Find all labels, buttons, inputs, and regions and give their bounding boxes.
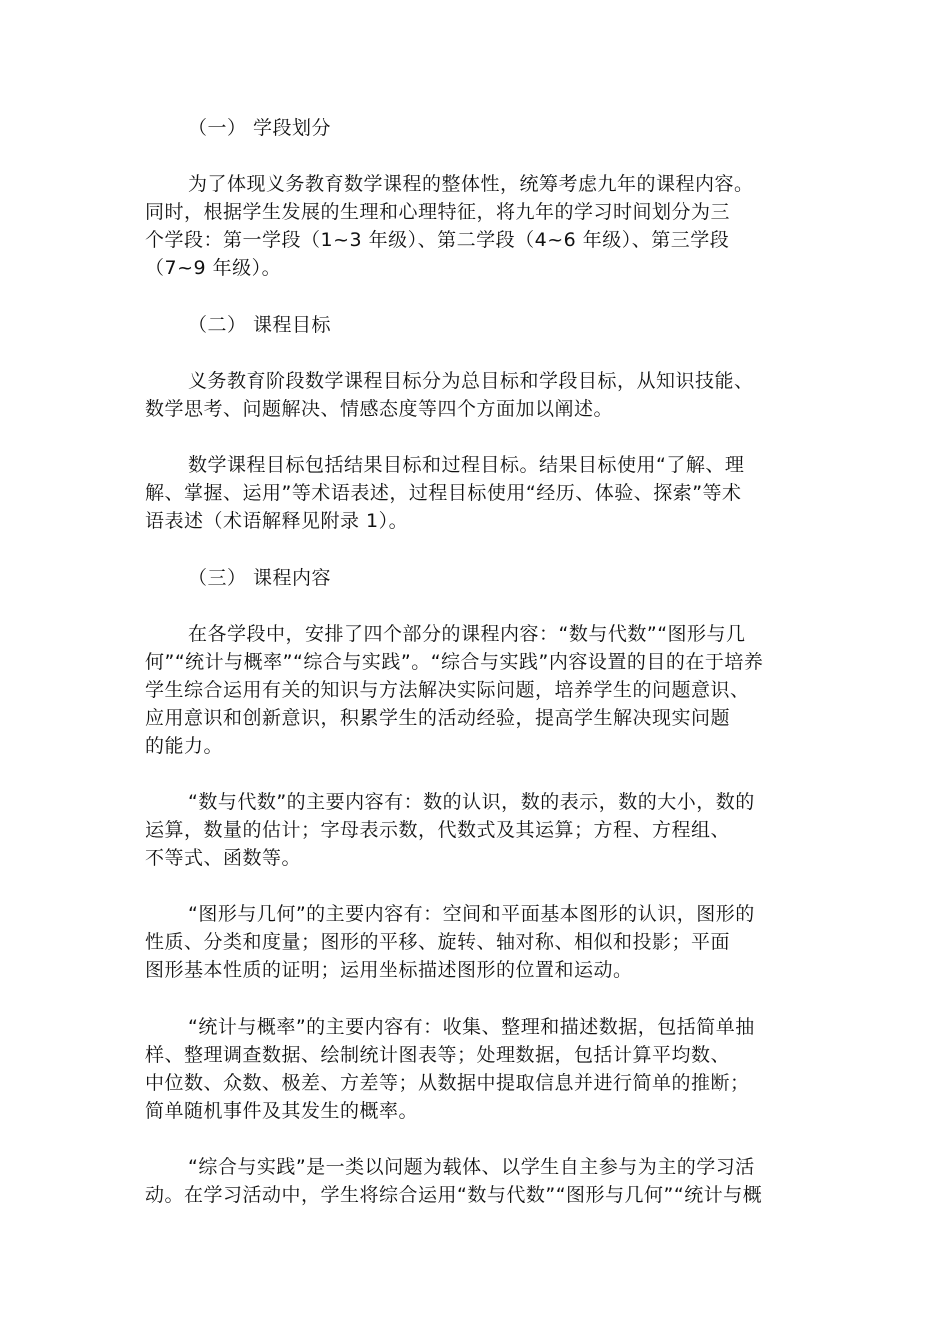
paragraph-line: 的能力。 xyxy=(145,735,224,757)
paragraph-line: 个学段：第一学段（1~3 年级）、第二学段（4~6 年级）、第三学段 xyxy=(145,229,730,251)
paragraph-line: 数学课程目标包括结果目标和过程目标。结果目标使用“了解、理 xyxy=(188,454,745,476)
paragraph-line: 解、掌握、运用”等术语表述，过程目标使用“经历、体验、探索”等术 xyxy=(145,482,742,504)
paragraph-line: 中位数、众数、极差、方差等；从数据中提取信息并进行简单的推断； xyxy=(145,1072,750,1094)
paragraph-line: 义务教育阶段数学课程目标分为总目标和学段目标，从知识技能、 xyxy=(188,370,754,392)
paragraph-line: 动。在学习活动中，学生将综合运用“数与代数”“图形与几何”“统计与概 xyxy=(145,1184,763,1206)
paragraph-line: 样、整理调查数据、绘制统计图表等；处理数据，包括计算平均数、 xyxy=(145,1044,731,1066)
paragraph-line: 图形基本性质的证明；运用坐标描述图形的位置和运动。 xyxy=(145,959,633,981)
paragraph-line: “综合与实践”是一类以问题为载体、以学生自主参与为主的学习活 xyxy=(188,1156,755,1178)
section-heading-course-content: （三） 课程内容 xyxy=(188,567,332,589)
paragraph-line: 何”“统计与概率”“综合与实践”。“综合与实践”内容设置的目的在于培养 xyxy=(145,651,764,673)
section-heading-course-objectives: （二） 课程目标 xyxy=(188,314,332,336)
paragraph-line: 应用意识和创新意识，积累学生的活动经验，提高学生解决现实问题 xyxy=(145,707,731,729)
section-heading-stage-division: （一） 学段划分 xyxy=(188,117,332,139)
paragraph-line: “统计与概率”的主要内容有：收集、整理和描述数据，包括简单抽 xyxy=(188,1016,755,1038)
paragraph-line: 语表述（术语解释见附录 1）。 xyxy=(145,510,409,532)
paragraph-line: （7~9 年级）。 xyxy=(145,257,282,279)
paragraph-line: 为了体现义务教育数学课程的整体性，统筹考虑九年的课程内容。 xyxy=(188,173,754,195)
paragraph-line: 同时，根据学生发展的生理和心理特征，将九年的学习时间划分为三 xyxy=(145,201,731,223)
paragraph-line: 简单随机事件及其发生的概率。 xyxy=(145,1100,419,1122)
paragraph-line: “图形与几何”的主要内容有：空间和平面基本图形的认识，图形的 xyxy=(188,903,755,925)
paragraph-line: 运算，数量的估计；字母表示数，代数式及其运算；方程、方程组、 xyxy=(145,819,731,841)
paragraph-line: “数与代数”的主要内容有：数的认识，数的表示，数的大小，数的 xyxy=(188,791,755,813)
paragraph-line: 在各学段中，安排了四个部分的课程内容：“数与代数”“图形与几 xyxy=(188,623,746,645)
paragraph-line: 性质、分类和度量；图形的平移、旋转、轴对称、相似和投影；平面 xyxy=(145,931,731,953)
paragraph-line: 学生综合运用有关的知识与方法解决实际问题，培养学生的问题意识、 xyxy=(145,679,750,701)
paragraph-line: 不等式、函数等。 xyxy=(145,847,302,869)
paragraph-line: 数学思考、问题解决、情感态度等四个方面加以阐述。 xyxy=(145,398,614,420)
